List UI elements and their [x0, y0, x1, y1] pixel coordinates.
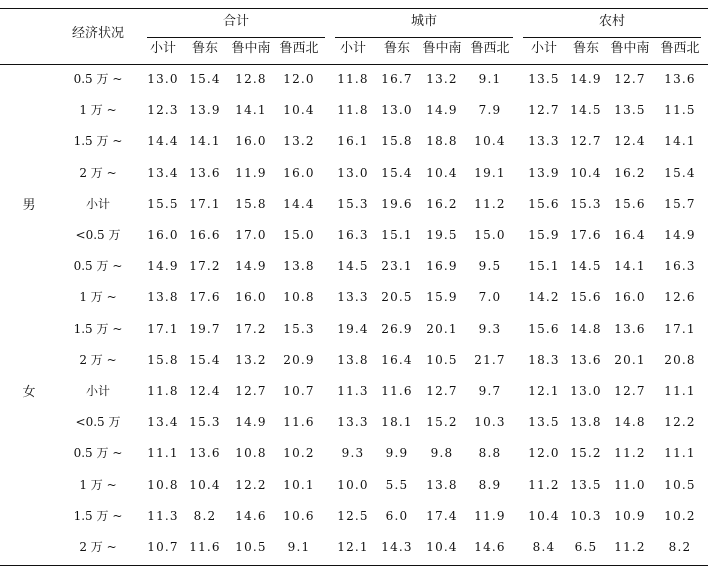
table-cell: 14.4 — [147, 134, 179, 148]
table-cell: 6.0 — [385, 509, 409, 523]
table-cell: 7.9 — [478, 103, 502, 117]
row-label: 小计 — [85, 197, 110, 211]
table-cell: 15.7 — [664, 197, 696, 211]
group-header-city: 城市 — [410, 14, 437, 29]
table-cell: 10.8 — [147, 478, 179, 492]
table-cell: 11.1 — [664, 384, 696, 398]
table-cell: 13.4 — [147, 415, 179, 429]
table-cell: 11.2 — [614, 446, 646, 460]
table-cell: 14.4 — [283, 197, 315, 211]
table-cell: 13.3 — [337, 415, 369, 429]
table-cell: 8.9 — [478, 478, 502, 492]
table-cell: 21.7 — [474, 353, 506, 367]
table-cell: 11.8 — [147, 384, 179, 398]
group-rule-rural — [523, 37, 701, 38]
table-cell: 13.0 — [337, 166, 369, 180]
table-cell: 13.8 — [570, 415, 602, 429]
table-cell: 20.1 — [426, 322, 458, 336]
table-cell: 8.4 — [532, 540, 556, 554]
table-cell: 16.4 — [614, 228, 646, 242]
table-cell: 12.3 — [147, 103, 179, 117]
table-cell: 8.8 — [478, 446, 502, 460]
table-cell: 14.1 — [235, 103, 267, 117]
table-cell: 15.5 — [147, 197, 179, 211]
table-cell: 16.3 — [337, 228, 369, 242]
table-cell: 18.3 — [528, 353, 560, 367]
table-cell: 14.1 — [614, 259, 646, 273]
table-cell: 9.7 — [478, 384, 502, 398]
row-label: 1.5 万 ~ — [73, 134, 123, 148]
row-label: 0.5 万 ~ — [73, 259, 123, 273]
table-cell: 13.8 — [337, 353, 369, 367]
group-header-rural: 农村 — [598, 14, 625, 29]
table-cell: 12.1 — [528, 384, 560, 398]
table-cell: 13.8 — [426, 478, 458, 492]
table-cell: 17.1 — [189, 197, 221, 211]
header-economic-status: 经济状况 — [71, 26, 124, 41]
subcolumn-header: 鲁西北 — [470, 41, 510, 56]
table-cell: 15.9 — [528, 228, 560, 242]
table-bottom-rule — [0, 565, 708, 566]
table-cell: 15.6 — [528, 197, 560, 211]
table-cell: 17.0 — [235, 228, 267, 242]
row-label: 1 万 ~ — [79, 103, 117, 117]
table-cell: 9.5 — [478, 259, 502, 273]
table-cell: 13.9 — [528, 166, 560, 180]
table-cell: 13.0 — [381, 103, 413, 117]
table-cell: 14.3 — [381, 540, 413, 554]
table-cell: 10.1 — [283, 478, 315, 492]
table-cell: 9.1 — [478, 72, 502, 86]
table-cell: 13.5 — [528, 415, 560, 429]
subcolumn-header: 鲁中南 — [422, 41, 462, 56]
table-cell: 11.3 — [147, 509, 179, 523]
table-cell: 15.3 — [337, 197, 369, 211]
table-cell: 13.0 — [570, 384, 602, 398]
table-cell: 10.5 — [235, 540, 267, 554]
table-cell: 5.5 — [385, 478, 409, 492]
table-cell: 15.4 — [189, 353, 221, 367]
table-cell: 8.2 — [193, 509, 217, 523]
table-cell: 10.3 — [474, 415, 506, 429]
table-cell: 16.6 — [189, 228, 221, 242]
table-cell: 17.1 — [147, 322, 179, 336]
table-cell: 10.2 — [283, 446, 315, 460]
table-cell: 14.6 — [235, 509, 267, 523]
table-cell: 10.9 — [614, 509, 646, 523]
table-cell: 19.1 — [474, 166, 506, 180]
table-cell: 10.7 — [147, 540, 179, 554]
table-cell: 15.8 — [147, 353, 179, 367]
table-cell: 11.9 — [474, 509, 506, 523]
table-cell: 13.2 — [426, 72, 458, 86]
group-header-total: 合计 — [222, 14, 249, 29]
table-cell: 11.3 — [337, 384, 369, 398]
subcolumn-header: 小计 — [149, 41, 176, 56]
table-cell: 16.0 — [614, 290, 646, 304]
table-cell: 13.6 — [570, 353, 602, 367]
row-label: 2 万 ~ — [79, 166, 117, 180]
table-cell: 13.5 — [570, 478, 602, 492]
table-cell: 16.2 — [426, 197, 458, 211]
table-cell: 20.8 — [664, 353, 696, 367]
subcolumn-header: 鲁中南 — [610, 41, 650, 56]
table-cell: 12.0 — [283, 72, 315, 86]
table-cell: 11.6 — [189, 540, 221, 554]
table-cell: 11.9 — [235, 166, 267, 180]
row-label: 1 万 ~ — [79, 290, 117, 304]
table-cell: 13.8 — [147, 290, 179, 304]
table-cell: 16.3 — [664, 259, 696, 273]
subcolumn-header: 小计 — [339, 41, 366, 56]
table-cell: 13.0 — [147, 72, 179, 86]
table-cell: 15.6 — [528, 322, 560, 336]
table-cell: 12.7 — [528, 103, 560, 117]
table-cell: 10.4 — [189, 478, 221, 492]
table-cell: 12.0 — [528, 446, 560, 460]
row-label: 0.5 万 ~ — [73, 72, 123, 86]
row-label: 2 万 ~ — [79, 353, 117, 367]
table-cell: 10.5 — [664, 478, 696, 492]
table-cell: 17.2 — [189, 259, 221, 273]
subcolumn-header: 鲁西北 — [660, 41, 700, 56]
table-cell: 11.8 — [337, 103, 369, 117]
table-cell: 14.9 — [570, 72, 602, 86]
table-cell: 10.3 — [570, 509, 602, 523]
table-cell: 15.4 — [381, 166, 413, 180]
row-label: 小计 — [85, 384, 110, 398]
subcolumn-header: 鲁东 — [383, 41, 410, 56]
table-cell: 15.1 — [528, 259, 560, 273]
table-cell: 15.1 — [381, 228, 413, 242]
table-cell: 16.4 — [381, 353, 413, 367]
table-cell: 11.6 — [381, 384, 413, 398]
table-cell: 13.5 — [614, 103, 646, 117]
table-cell: 12.7 — [614, 384, 646, 398]
table-cell: 13.6 — [189, 166, 221, 180]
subcolumn-header: 小计 — [530, 41, 557, 56]
table-cell: 12.2 — [235, 478, 267, 492]
header-bottom-rule — [0, 64, 708, 65]
table-cell: 12.6 — [664, 290, 696, 304]
table-cell: 13.2 — [283, 134, 315, 148]
table-cell: 19.4 — [337, 322, 369, 336]
table-cell: 16.0 — [235, 290, 267, 304]
table-cell: 11.2 — [614, 540, 646, 554]
table-cell: 11.2 — [474, 197, 506, 211]
table-cell: 14.1 — [664, 134, 696, 148]
table-cell: 26.9 — [381, 322, 413, 336]
table-cell: 11.5 — [664, 103, 696, 117]
table-cell: 17.4 — [426, 509, 458, 523]
table-cell: 11.6 — [283, 415, 315, 429]
table-cell: 20.5 — [381, 290, 413, 304]
table-cell: 13.9 — [189, 103, 221, 117]
table-cell: 13.6 — [189, 446, 221, 460]
table-cell: 15.0 — [283, 228, 315, 242]
table-cell: 14.9 — [426, 103, 458, 117]
subcolumn-header: 鲁东 — [572, 41, 599, 56]
table-cell: 14.9 — [235, 259, 267, 273]
table-cell: 15.3 — [570, 197, 602, 211]
table-cell: 13.3 — [528, 134, 560, 148]
table-cell: 10.2 — [664, 509, 696, 523]
table-cell: 15.3 — [283, 322, 315, 336]
table-cell: 12.7 — [426, 384, 458, 398]
table-cell: 10.8 — [283, 290, 315, 304]
table-cell: 6.5 — [574, 540, 598, 554]
table-cell: 13.8 — [283, 259, 315, 273]
table-cell: 20.9 — [283, 353, 315, 367]
table-cell: 10.4 — [426, 540, 458, 554]
table-cell: 12.8 — [235, 72, 267, 86]
table-cell: 15.9 — [426, 290, 458, 304]
table-cell: 16.0 — [235, 134, 267, 148]
table-cell: 10.5 — [426, 353, 458, 367]
row-label: 0.5 万 ~ — [73, 446, 123, 460]
table-cell: 15.4 — [189, 72, 221, 86]
table-cell: 11.1 — [664, 446, 696, 460]
table-cell: 14.9 — [235, 415, 267, 429]
table-cell: 7.0 — [478, 290, 502, 304]
table-cell: 16.7 — [381, 72, 413, 86]
table-cell: 12.4 — [614, 134, 646, 148]
table-cell: 19.5 — [426, 228, 458, 242]
sex-label-male: 男 — [22, 198, 36, 213]
table-cell: 14.6 — [474, 540, 506, 554]
table-cell: 17.6 — [189, 290, 221, 304]
table-cell: 14.5 — [570, 103, 602, 117]
table-cell: 17.2 — [235, 322, 267, 336]
table-cell: 23.1 — [381, 259, 413, 273]
table-cell: 14.5 — [570, 259, 602, 273]
table-cell: 17.1 — [664, 322, 696, 336]
table-cell: 13.2 — [235, 353, 267, 367]
table-cell: 15.8 — [381, 134, 413, 148]
table-cell: 13.4 — [147, 166, 179, 180]
subcolumn-header: 鲁东 — [191, 41, 218, 56]
table-cell: 14.5 — [337, 259, 369, 273]
table-cell: 12.4 — [189, 384, 221, 398]
table-cell: 11.1 — [147, 446, 179, 460]
table-cell: 15.6 — [614, 197, 646, 211]
table-cell: 15.8 — [235, 197, 267, 211]
table-cell: 10.4 — [474, 134, 506, 148]
table-cell: 12.2 — [664, 415, 696, 429]
row-label: 2 万 ~ — [79, 540, 117, 554]
table-cell: 10.4 — [528, 509, 560, 523]
table-cell: 15.0 — [474, 228, 506, 242]
table-cell: 20.1 — [614, 353, 646, 367]
table-cell: 14.9 — [147, 259, 179, 273]
table-cell: 14.1 — [189, 134, 221, 148]
table-cell: 10.6 — [283, 509, 315, 523]
table-cell: 12.7 — [235, 384, 267, 398]
table-cell: 19.7 — [189, 322, 221, 336]
table-cell: 14.8 — [614, 415, 646, 429]
table-cell: 13.6 — [664, 72, 696, 86]
table-cell: 10.4 — [570, 166, 602, 180]
table-cell: 11.8 — [337, 72, 369, 86]
row-label: 1.5 万 ~ — [73, 322, 123, 336]
table-cell: 9.3 — [478, 322, 502, 336]
table-cell: 11.2 — [528, 478, 560, 492]
row-label: <0.5 万 — [75, 415, 121, 429]
table-cell: 10.4 — [426, 166, 458, 180]
table-cell: 16.2 — [614, 166, 646, 180]
table-top-rule — [0, 8, 708, 9]
table-cell: 12.5 — [337, 509, 369, 523]
table-cell: 16.0 — [147, 228, 179, 242]
table-cell: 10.4 — [283, 103, 315, 117]
group-rule-total — [147, 37, 325, 38]
table-cell: 9.8 — [430, 446, 454, 460]
subcolumn-header: 鲁中南 — [231, 41, 271, 56]
table-cell: 12.7 — [570, 134, 602, 148]
table-cell: 15.6 — [570, 290, 602, 304]
table-cell: 17.6 — [570, 228, 602, 242]
table-cell: 14.8 — [570, 322, 602, 336]
table-cell: 14.9 — [664, 228, 696, 242]
table-cell: 19.6 — [381, 197, 413, 211]
table-cell: 9.9 — [385, 446, 409, 460]
table-cell: 13.3 — [337, 290, 369, 304]
table-cell: 11.0 — [614, 478, 646, 492]
row-label: <0.5 万 — [75, 228, 121, 242]
table-cell: 16.0 — [283, 166, 315, 180]
row-label: 1 万 ~ — [79, 478, 117, 492]
table-cell: 12.7 — [614, 72, 646, 86]
subcolumn-header: 鲁西北 — [279, 41, 319, 56]
table-cell: 12.1 — [337, 540, 369, 554]
table-cell: 18.8 — [426, 134, 458, 148]
table-cell: 13.5 — [528, 72, 560, 86]
table-cell: 10.7 — [283, 384, 315, 398]
table-cell: 15.2 — [426, 415, 458, 429]
table-cell: 9.3 — [341, 446, 365, 460]
table-cell: 16.9 — [426, 259, 458, 273]
table-cell: 15.3 — [189, 415, 221, 429]
group-rule-city — [335, 37, 513, 38]
table-cell: 10.8 — [235, 446, 267, 460]
table-cell: 8.2 — [668, 540, 692, 554]
sex-label-female: 女 — [22, 385, 36, 400]
table-cell: 13.6 — [614, 322, 646, 336]
row-label: 1.5 万 ~ — [73, 509, 123, 523]
table-cell: 9.1 — [287, 540, 311, 554]
table-cell: 10.0 — [337, 478, 369, 492]
table-cell: 16.1 — [337, 134, 369, 148]
table-cell: 18.1 — [381, 415, 413, 429]
table-cell: 14.2 — [528, 290, 560, 304]
table-cell: 15.4 — [664, 166, 696, 180]
table-cell: 15.2 — [570, 446, 602, 460]
